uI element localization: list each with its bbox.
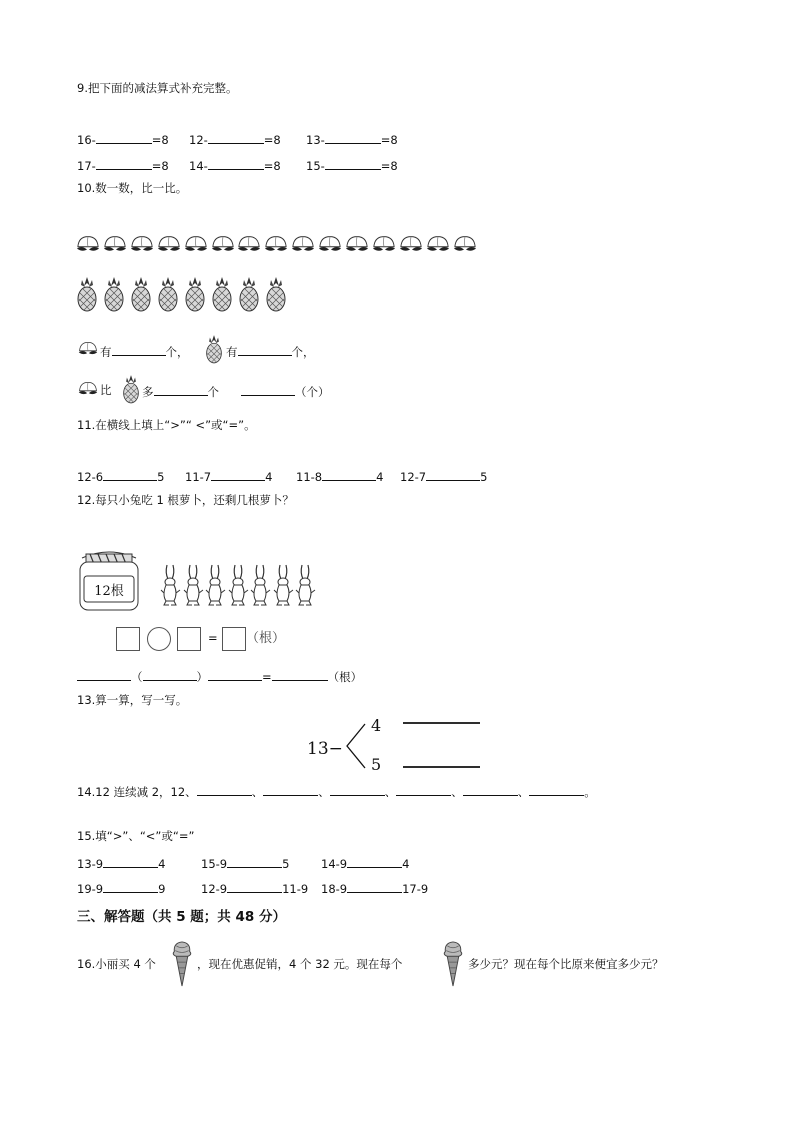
answer-blank[interactable] xyxy=(426,470,480,481)
pineapple-icon xyxy=(184,276,206,312)
pineapple-icon xyxy=(265,276,287,312)
rabbit-row xyxy=(160,560,340,612)
rabbit-icon xyxy=(183,560,205,610)
q16-part2: ，现在优惠促销，4 个 32 元。现在每个 xyxy=(197,957,403,971)
q15-item: 18-9 17-9 xyxy=(321,882,429,896)
rabbit-icon xyxy=(228,560,250,610)
q9-title: 9.把下面的减法算式补充完整。 xyxy=(77,81,238,95)
q9-item: 12- =8 xyxy=(189,133,281,147)
equation-box[interactable] xyxy=(177,627,201,651)
answer-blank[interactable] xyxy=(227,882,282,893)
q16-part3: 多少元？现在每个比原来便宜多少元？ xyxy=(468,957,664,971)
section-heading: 三、解答题（共 5 题；共 48 分） xyxy=(77,909,286,925)
peach-icon xyxy=(426,233,450,255)
equation-box[interactable] xyxy=(222,627,246,651)
peach-icon xyxy=(78,340,98,357)
answer-blank[interactable] xyxy=(403,756,480,766)
pineapple-icon xyxy=(76,276,98,312)
rabbit-icon xyxy=(273,560,295,610)
peach-icon xyxy=(318,233,342,255)
rabbit-icon xyxy=(160,560,182,610)
answer-blank[interactable] xyxy=(325,159,381,170)
answer-blank[interactable] xyxy=(347,857,402,868)
rabbit-icon xyxy=(295,560,317,610)
q10-line2-compare: 比 xyxy=(100,383,112,397)
q12-title: 12.每只小兔吃 1 根萝卜，还剩几根萝卜？ xyxy=(77,493,294,507)
q10-title: 10.数一数，比一比。 xyxy=(77,181,188,195)
q11-title: 11.在横线上填上“>”“ <”或“=”。 xyxy=(77,418,256,432)
answer-blank[interactable] xyxy=(154,385,208,396)
ice-cream-icon xyxy=(170,940,194,988)
pineapple-icon xyxy=(157,276,179,312)
answer-blank[interactable] xyxy=(103,857,158,868)
q15-item: 15-9 5 xyxy=(201,857,290,871)
peach-icon xyxy=(372,233,396,255)
peach-icon xyxy=(78,380,98,397)
branch-bottom: 5 xyxy=(371,755,382,774)
answer-blank[interactable] xyxy=(529,785,584,796)
peach-icon xyxy=(103,233,127,255)
q11-item: 11-7 4 xyxy=(185,470,273,484)
q10-line1: 有 个， xyxy=(100,345,189,359)
answer-blank[interactable] xyxy=(208,159,264,170)
q10-line2: 多 个 xyxy=(142,385,219,399)
equals-sign: = xyxy=(208,631,218,645)
answer-blank[interactable] xyxy=(403,712,480,722)
answer-blank[interactable] xyxy=(463,785,518,796)
peach-icon xyxy=(211,233,235,255)
answer-blank[interactable] xyxy=(77,670,131,681)
peach-icon xyxy=(345,233,369,255)
peach-row xyxy=(76,233,486,257)
answer-blank[interactable] xyxy=(211,470,265,481)
answer-blank[interactable] xyxy=(322,470,376,481)
answer-blank[interactable] xyxy=(197,785,252,796)
answer-blank[interactable] xyxy=(272,670,328,681)
answer-blank[interactable] xyxy=(96,133,152,144)
equation-box[interactable] xyxy=(116,627,140,651)
answer-blank[interactable] xyxy=(103,882,158,893)
q11-item: 12-7 5 xyxy=(400,470,488,484)
q14-line: 14.12 连续减 2，12、 、 、 、 、 、 。 xyxy=(77,785,596,799)
unit-label: （根） xyxy=(246,631,286,646)
basket-label: 12根 xyxy=(94,584,124,599)
q15-item: 14-9 4 xyxy=(321,857,410,871)
peach-icon xyxy=(264,233,288,255)
ice-cream-icon xyxy=(441,940,465,988)
answer-blank[interactable] xyxy=(96,159,152,170)
carrot-basket xyxy=(78,548,140,612)
peach-icon xyxy=(291,233,315,255)
answer-blank[interactable] xyxy=(103,470,157,481)
pineapple-icon xyxy=(130,276,152,312)
q11-item: 12-6 5 xyxy=(77,470,165,484)
q9-item: 17- =8 xyxy=(77,159,169,173)
q12-answer-line: （ ） = （根） xyxy=(77,670,362,684)
q9-item: 14- =8 xyxy=(189,159,281,173)
pineapple-icon xyxy=(103,276,125,312)
answer-blank[interactable] xyxy=(238,345,292,356)
answer-blank[interactable] xyxy=(263,785,318,796)
answer-blank[interactable] xyxy=(208,133,264,144)
peach-icon xyxy=(157,233,181,255)
q15-item: 12-9 11-9 xyxy=(201,882,309,896)
pineapple-icon xyxy=(122,374,140,404)
q10-line1-b: 有 个， xyxy=(226,345,315,359)
pineapple-icon xyxy=(211,276,233,312)
minuend: 13− xyxy=(307,739,343,759)
answer-blank[interactable] xyxy=(325,133,381,144)
answer-blank[interactable] xyxy=(112,345,166,356)
answer-blank[interactable] xyxy=(241,385,295,396)
q15-item: 19-9 9 xyxy=(77,882,166,896)
operator-circle[interactable] xyxy=(147,627,171,651)
q13-title: 13.算一算，写一写。 xyxy=(77,693,188,707)
answer-blank[interactable] xyxy=(330,785,385,796)
branch-top: 4 xyxy=(371,716,382,735)
answer-blank[interactable] xyxy=(347,882,402,893)
rabbit-icon xyxy=(250,560,272,610)
q15-item: 13-9 4 xyxy=(77,857,166,871)
q9-item: 16- =8 xyxy=(77,133,169,147)
rabbit-icon xyxy=(205,560,227,610)
q9-item: 15- =8 xyxy=(306,159,398,173)
decomposition-diagram xyxy=(305,712,490,776)
q10-line2-unit: （个） xyxy=(241,385,330,399)
peach-icon xyxy=(453,233,477,255)
q11-item: 11-8 4 xyxy=(296,470,384,484)
pineapple-icon xyxy=(205,334,223,364)
answer-blank[interactable] xyxy=(143,670,197,681)
answer-blank[interactable] xyxy=(227,857,282,868)
answer-blank[interactable] xyxy=(396,785,451,796)
pineapple-row xyxy=(76,276,296,314)
q15-title: 15.填“>”、“<”或“=” xyxy=(77,829,195,843)
peach-icon xyxy=(130,233,154,255)
peach-icon xyxy=(76,233,100,255)
peach-icon xyxy=(184,233,208,255)
q9-item: 13- =8 xyxy=(306,133,398,147)
peach-icon xyxy=(237,233,261,255)
q16-part1: 16.小丽买 4 个 xyxy=(77,957,156,971)
pineapple-icon xyxy=(238,276,260,312)
answer-blank[interactable] xyxy=(208,670,262,681)
peach-icon xyxy=(399,233,423,255)
